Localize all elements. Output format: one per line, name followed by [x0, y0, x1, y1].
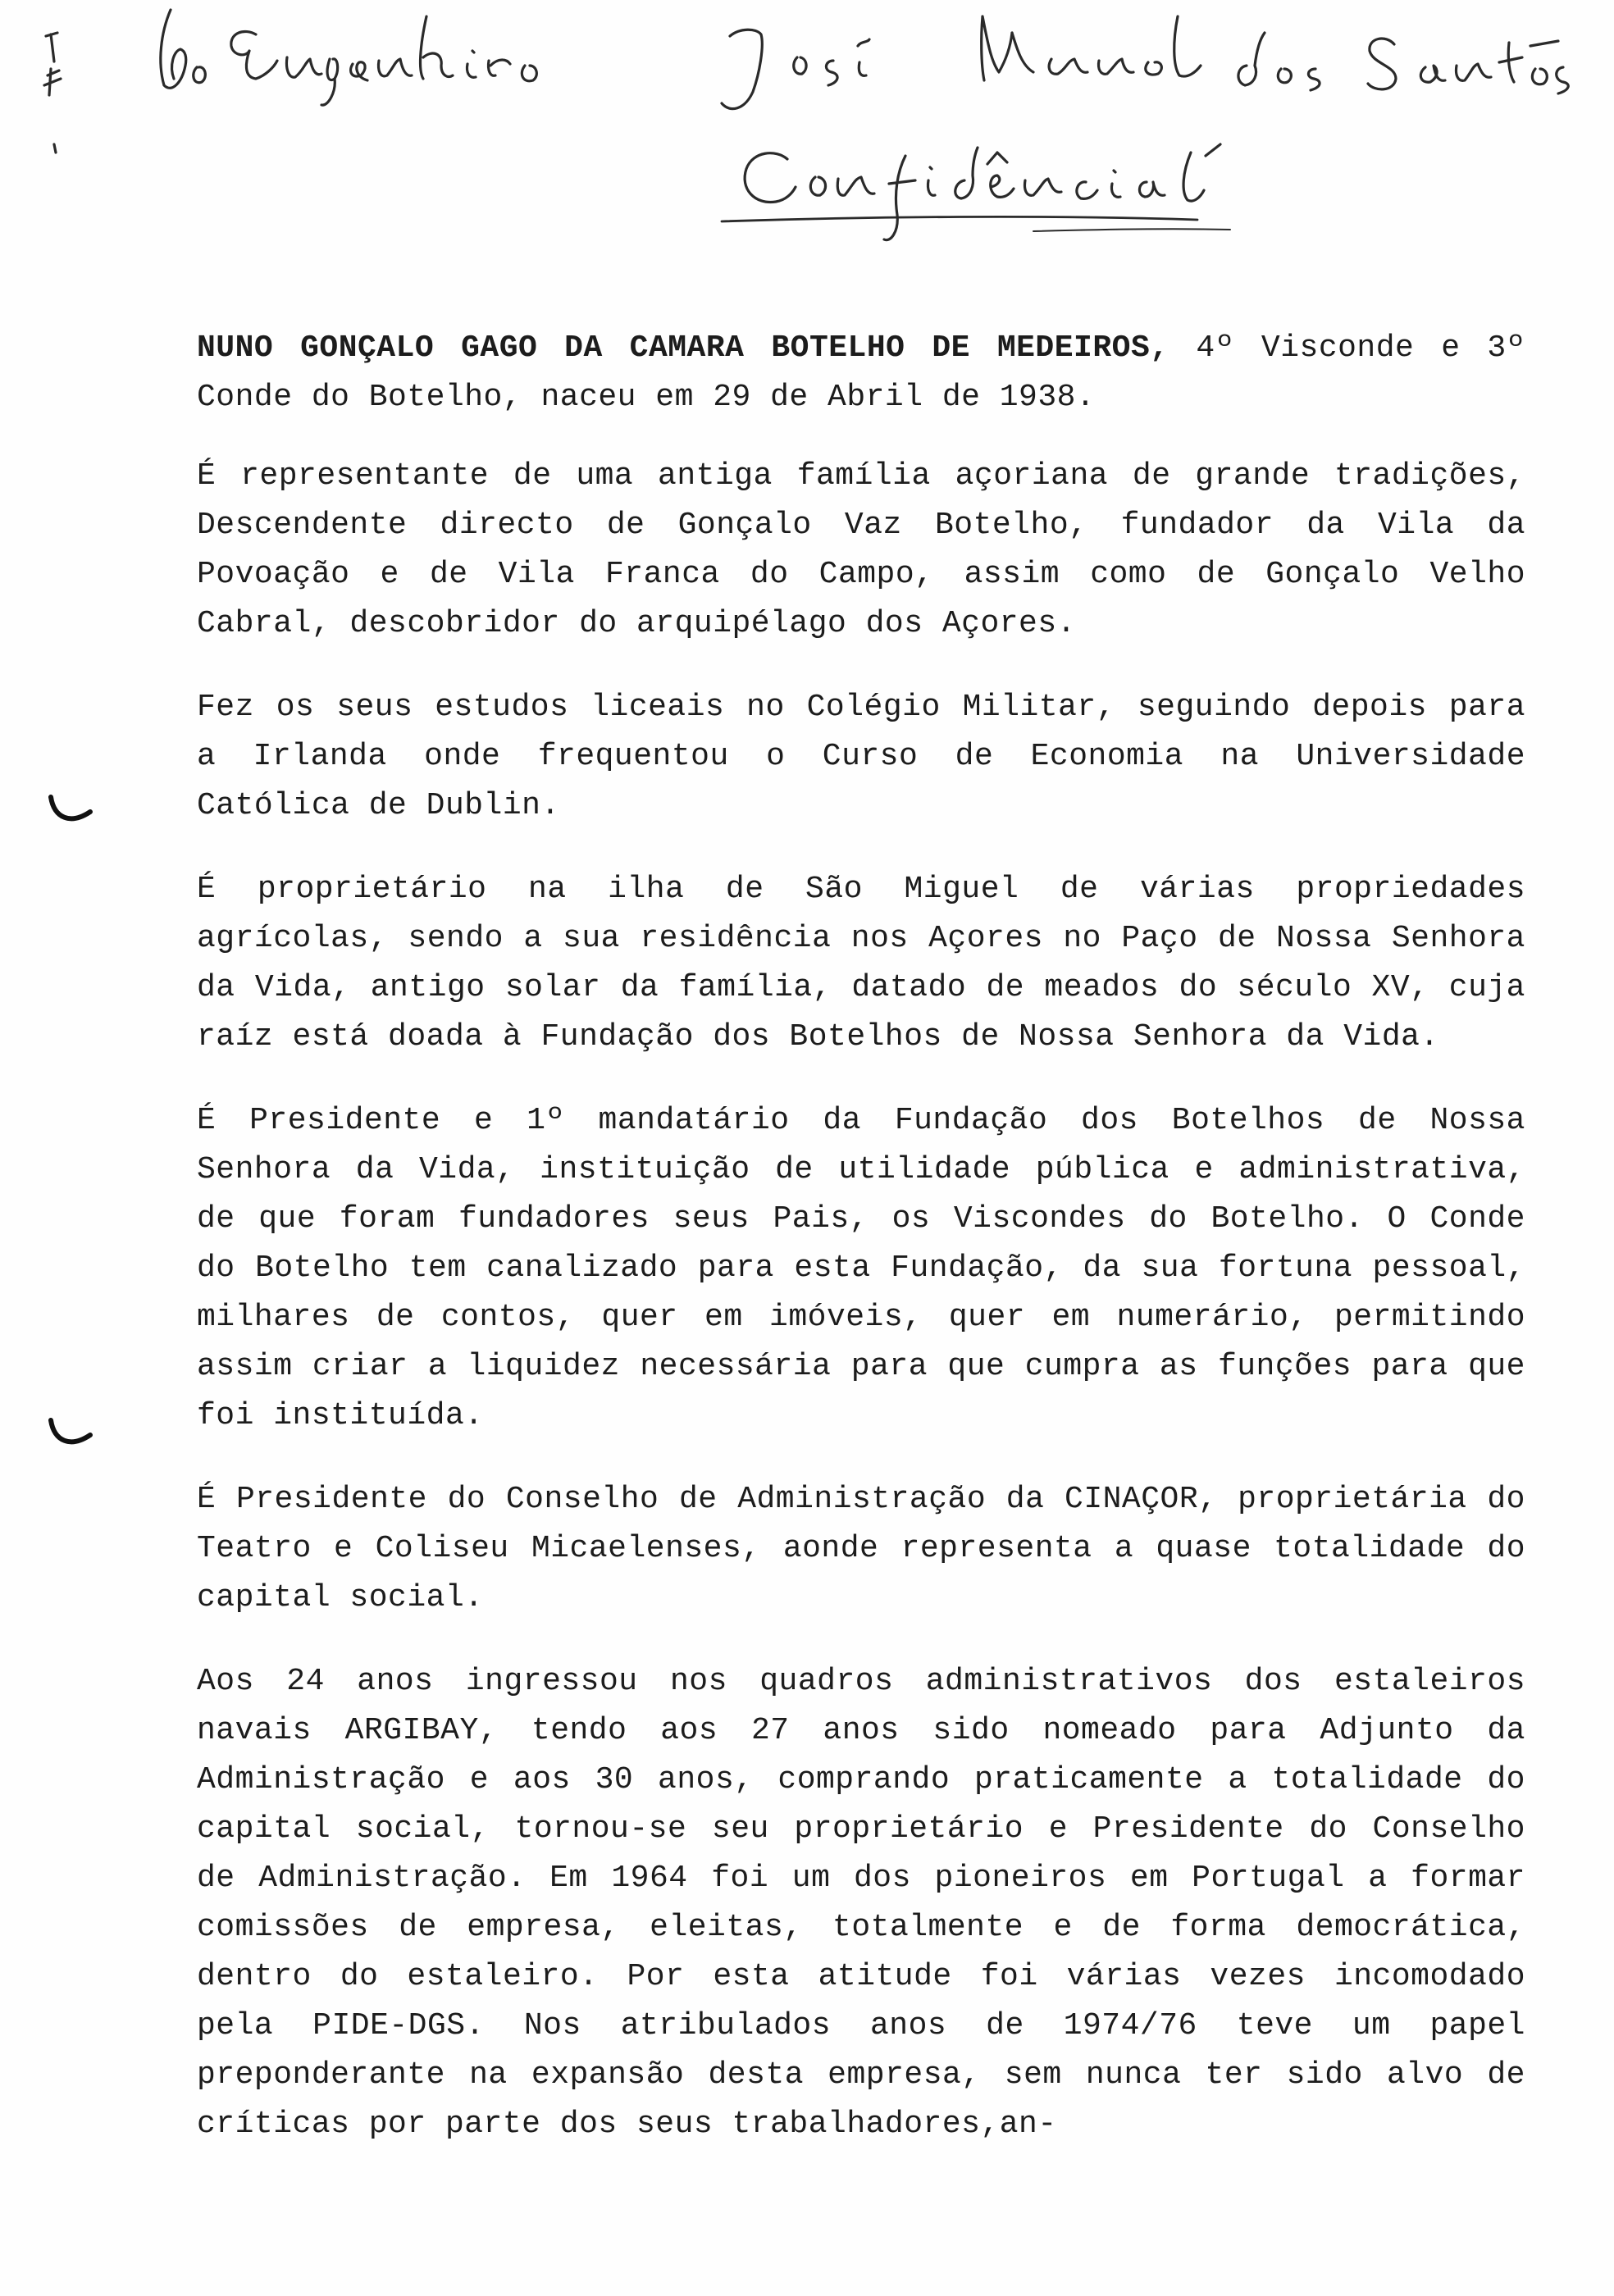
paragraph-3: Fez os seus estudos liceais no Colégio Militar, seguindo depois para a Irlanda onde frequentou o Curso de Economia na Universidade Católica de Dublin.	[197, 690, 1525, 823]
paragraph-1-text: 4º Visconde e 3º Conde do Botelho, naceu em 29 de Abril de 1938.	[197, 330, 1525, 415]
typed-body	[197, 324, 1525, 2184]
margin-mark-1	[43, 787, 100, 836]
subject-name: NUNO GONÇALO GAGO DA CAMARA BOTELHO DE MEDEIROS,	[197, 330, 1169, 366]
handwritten-annotation	[0, 0, 1614, 271]
paragraph-2: É representante de uma antiga família açoriana de grande tradições, Descendente directo de Gonçalo Vaz Botelho, fundador da Vila da Povoação e de Vila Franca do Campo, assim como de Gonçalo Velho Cabral, descobridor do arquipélago dos Açores.	[197, 458, 1525, 641]
paragraph-4: É proprietário na ilha de São Miguel de várias propriedades agrícolas, sendo a sua residência nos Açores no Paço de Nossa Senhora da Vida, antigo solar da família, datado de meados do século XV, cuja raíz está doada à Fundação dos Botelhos de Nossa Senhora da Vida.	[197, 872, 1525, 1055]
paragraph-6: É Presidente do Conselho de Administração da CINAÇOR, proprietária do Teatro e Coliseu Micaelenses, aonde representa a quase totalidade do capital social.	[197, 1482, 1525, 1615]
margin-mark-2	[43, 1410, 100, 1460]
paragraph-1	[197, 324, 1525, 422]
paragraph-5: É Presidente e 1º mandatário da Fundação dos Botelhos de Nossa Senhora da Vida, instituição de utilidade pública e administrativa, de que foram fundadores seus Pais, os Viscondes do Botelho. O Conde do Botelho tem canalizado para esta Fundação, da sua fortuna pessoal, milhares de contos, quer em imóveis, quer em numerário, permitindo assim criar a liquidez necessária para que cumpra as funções para que foi instituída.	[197, 1103, 1525, 1433]
paragraph-7: Aos 24 anos ingressou nos quadros administrativos dos estaleiros navais ARGIBAY, tendo aos 27 anos sido nomeado para Adjunto da Administração e aos 30 anos, comprando praticamente a totalidade do capital social, tornou-se seu proprietário e Presidente do Conselho de Administração. Em 1964 foi um dos pioneiros em Portugal a formar comissões de empresa, eleitas, totalmente e de forma democrática, dentro do estaleiro. Por esta atitude foi várias vezes incomodado pela PIDE-DGS. Nos atribulados anos de 1974/76 teve um papel preponderante na expansão desta empresa, sem nunca ter sido alvo de críticas por parte dos seus trabalhadores,an-	[197, 1664, 1525, 2142]
